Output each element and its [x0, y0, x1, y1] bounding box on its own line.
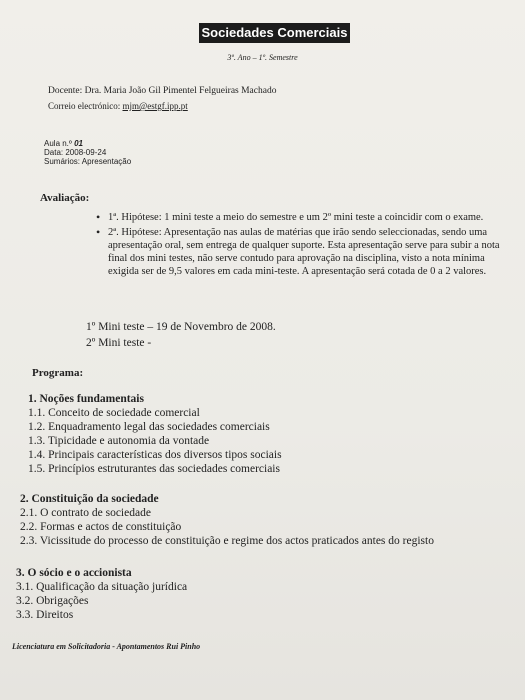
evaluation-heading: Avaliação: — [40, 192, 90, 204]
list-item: 1.2. Enquadramento legal das sociedades comerciais — [28, 421, 270, 433]
email-link[interactable]: mjm@estgf.ipp.pt — [122, 101, 188, 111]
document-title: Sociedades Comerciais — [199, 23, 350, 43]
list-item: 1.3. Tipicidade e autonomia da vontade — [28, 435, 210, 447]
lesson-number: 01 — [74, 139, 83, 148]
program-section-1 — [28, 392, 282, 476]
list-item: • 2ª. Hipótese: Apresentação nas aulas de matérias que irão sendo seleccionadas, sendo uma apresentação oral, sem entrega de qualquer suporte. Esta apresentação serve para subir a nota final dos mini testes, não serve contudo para aprovação na disciplina, visto a nota mínima exigida ser de 9,5 valores em cada mini-teste. A apresentação será cotada de 0 a 2 valores. — [96, 226, 516, 278]
lesson-label: Aula n.º — [44, 139, 72, 148]
list-item: 2.3. Vicissitude do processo de constituição e regime dos actos praticados antes do registo — [20, 535, 434, 547]
lesson-number-line — [44, 139, 131, 148]
list-item: 3.1. Qualificação da situação jurídica — [16, 581, 188, 593]
lesson-date: Data: 2008-09-24 — [44, 148, 107, 157]
program-section-3 — [16, 566, 187, 622]
list-item: 3.3. Direitos — [16, 609, 74, 621]
list-item: 3.2. Obrigações — [16, 595, 89, 607]
teacher-line: Docente: Dra. Maria João Gil Pimentel Felgueiras Machado — [48, 86, 277, 96]
section-title: 3. O sócio e o accionista — [16, 567, 132, 579]
email-label: Correio electrónico: — [48, 101, 121, 111]
email-line — [48, 101, 188, 111]
program-heading: Programa: — [32, 367, 84, 379]
list-item: 1.4. Principais características dos diversos tipos sociais — [28, 449, 282, 461]
list-item: 2.2. Formas e actos de constituição — [20, 521, 182, 533]
list-item: 2.1. O contrato de sociedade — [20, 507, 151, 519]
section-title: 2. Constituição da sociedade — [20, 493, 159, 505]
mini-test-2: 2º Mini teste - — [86, 337, 152, 349]
list-item: 1.5. Princípios estruturantes das sociedades comerciais — [28, 463, 280, 475]
lesson-summary: Sumários: Apresentação — [44, 157, 132, 166]
lesson-info — [44, 139, 131, 166]
section-title: 1. Noções fundamentais — [28, 393, 144, 405]
list-item: 1.1. Conceito de sociedade comercial — [28, 407, 200, 419]
evaluation-list — [96, 211, 516, 280]
course-year-semester: 3º. Ano – 1º. Semestre — [227, 53, 298, 62]
program-section-2 — [20, 492, 434, 548]
mini-test-1: 1º Mini teste – 19 de Novembro de 2008. — [86, 321, 276, 333]
list-item: • 1ª. Hipótese: 1 mini teste a meio do semestre e um 2º mini teste a coincidir com o exame. — [96, 211, 516, 224]
page-footer: Licenciatura em Solicitadoria - Apontamentos Rui Pinho — [12, 642, 201, 651]
